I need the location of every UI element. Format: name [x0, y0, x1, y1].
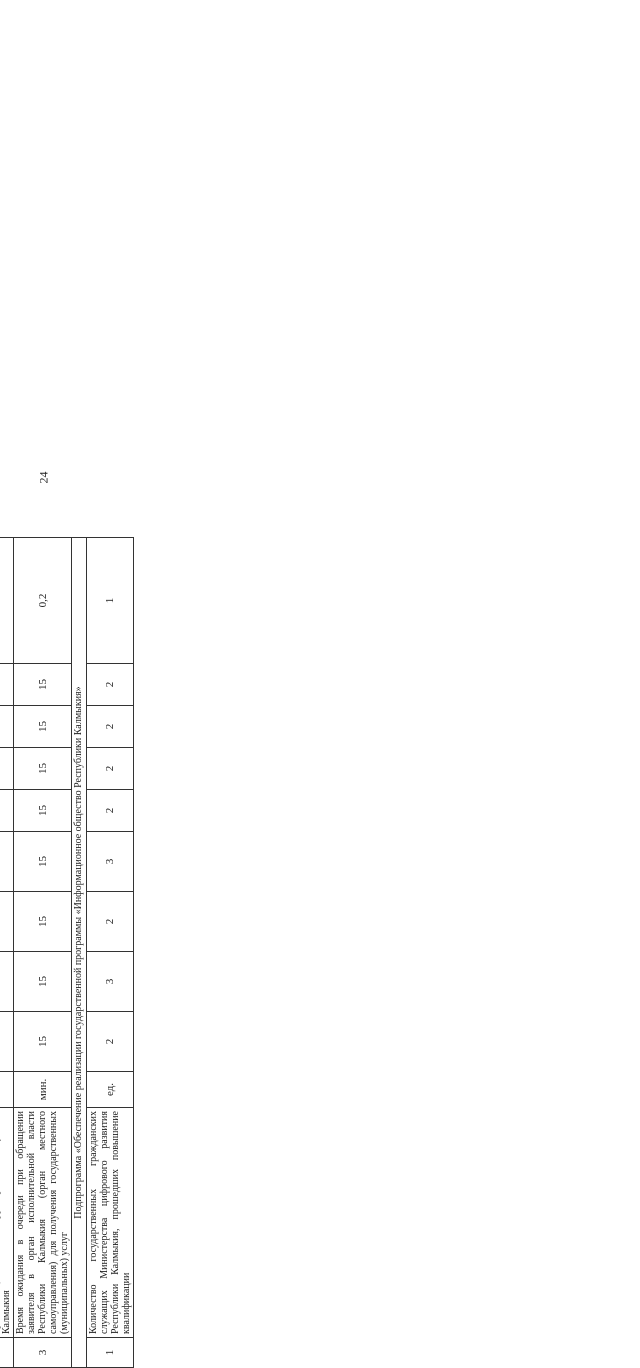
value-2022 — [0, 748, 14, 790]
unit — [0, 1072, 14, 1108]
value-2022: 15 — [14, 748, 72, 790]
value-2020-base: 15 — [14, 892, 72, 952]
unit: мин. — [14, 1072, 72, 1108]
table-row — [87, 538, 134, 1368]
value-2020-extra — [0, 832, 14, 892]
page-number: 24 — [36, 471, 51, 484]
row-num: 1 — [87, 1338, 134, 1368]
value-2021: 15 — [14, 790, 72, 832]
value-2023: 15 — [14, 706, 72, 748]
value-2021 — [0, 790, 14, 832]
value-2023 — [0, 706, 14, 748]
value-2019-base — [0, 1012, 14, 1072]
value-2020-base: 2 — [87, 892, 134, 952]
unit: ед. — [87, 1072, 134, 1108]
subprogram-title: Подпрограмма «Обеспечение реализации государственной программы «Информационное общество Республики Калмыкия» — [72, 538, 87, 1368]
weight: 1 — [87, 538, 134, 664]
value-2019-base: 2 — [87, 1012, 134, 1072]
indicator-name: Количество государственных гражданских служащих Министерства цифрового развития Республики Калмыкия, прошедших повышение квалификации — [87, 1108, 134, 1338]
weight — [0, 538, 14, 664]
indicator-name: Калмыкия — [0, 1108, 14, 1338]
value-2024: 15 — [14, 664, 72, 706]
value-2024 — [0, 664, 14, 706]
table-row — [0, 538, 14, 1368]
indicators-table — [0, 537, 134, 1368]
value-2019-extra: 3 — [87, 952, 134, 1012]
value-2020-base — [0, 892, 14, 952]
weight: 0,2 — [14, 538, 72, 664]
value-2019-base: 15 — [14, 1012, 72, 1072]
value-2024: 2 — [87, 664, 134, 706]
value-2019-extra: 15 — [14, 952, 72, 1012]
value-2019-extra — [0, 952, 14, 1012]
row-num: 3 — [14, 1338, 72, 1368]
value-2020-extra: 3 — [87, 832, 134, 892]
value-2023: 2 — [87, 706, 134, 748]
indicator-table-sheet — [0, 538, 130, 1368]
value-2021: 2 — [87, 790, 134, 832]
indicator-name: Время ожидания в очереди при обращении заявителя в орган исполнительной власти Республики Калмыкия (орган местного самоуправления) для получения государственных (муниципальных) услуг — [14, 1108, 72, 1338]
row-num — [0, 1338, 14, 1368]
value-2022: 2 — [87, 748, 134, 790]
subprogram-row — [72, 538, 87, 1368]
table-row — [14, 538, 72, 1368]
value-2020-extra: 15 — [14, 832, 72, 892]
